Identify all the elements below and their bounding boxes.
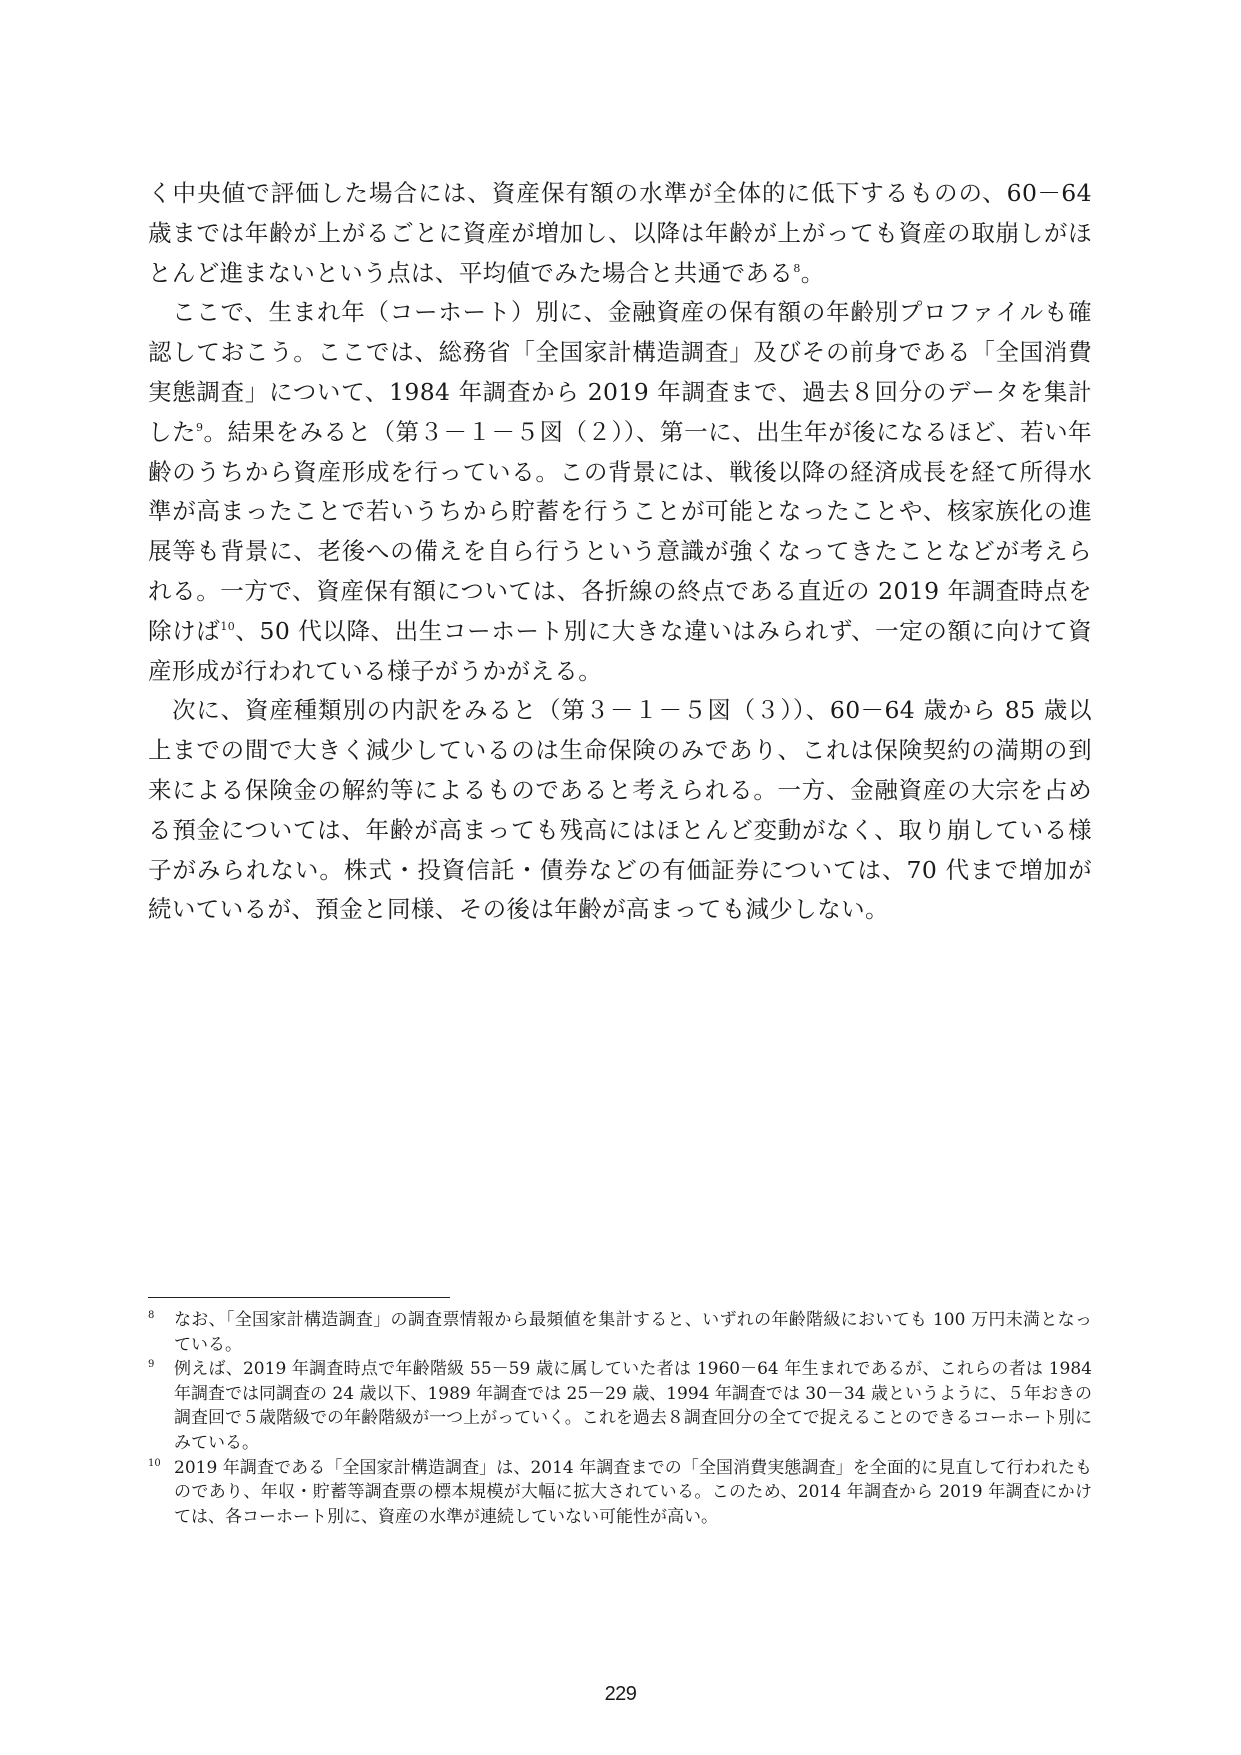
footnote-mark: 10 — [148, 1457, 161, 1469]
paragraph-text: 次に、資産種類別の内訳をみると（第３－１－５図（３））、60－64 歳から 85 歳以上までの間で大きく減少しているのは生命保険のみであり、これは保険契約の満期の到来による保険金の解約等によるものであると考えられる。一方、金融資産の大宗を占める預金については、年齢が高まっても残高にはほとんど変動がなく、取り崩している様子がみられない。株式・投資信託・債券などの有価証券については、70 代まで増加が続いているが、預金と同様、その後は年齢が高まっても減少しない。 — [148, 696, 1092, 924]
paragraph — [148, 691, 1092, 930]
paragraph-text: 。結果をみると（第３－１－５図（２））、第一に、出生年が後になるほど、若い年齢のうちから資産形成を行っている。この背景には、戦後以降の経済成長を経て所得水準が高まったことで若いうちから貯蓄を行うことが可能となったことや、核家族化の進展等も背景に、老後への備えを自ら行うという意識が強くなってきたことなどが考えられる。一方で、資産保有額については、各折線の終点である直近の 2019 年調査時点を除けば — [148, 417, 1092, 645]
footnote-text: 2019 年調査である「全国家計構造調査」は、2014 年調査までの「全国消費実態調査」を全面的に見直して行われたものであり、年収・貯蓄等調査票の標本規模が大幅に拡大されている。このため、2014 年調査から 2019 年調査にかけては、各コーホート別に、資産の水準が連続していない可能性が高い。 — [174, 1457, 1092, 1527]
page-number: 229 — [604, 1683, 637, 1705]
footnote-separator — [148, 1297, 450, 1298]
footnote — [148, 1456, 1092, 1530]
footnote-mark: 9 — [148, 1359, 155, 1371]
footnote-ref[interactable]: 8 — [793, 261, 801, 275]
footnote-mark: 8 — [148, 1310, 155, 1321]
footnotes — [148, 1308, 1092, 1529]
footnote-ref[interactable]: 10 — [220, 619, 236, 633]
footnote — [148, 1308, 1092, 1357]
footnote-text: なお、「全国家計構造調査」の調査票情報から最頻値を集計すると、いずれの年齢階級においても 100 万円未満となっている。 — [174, 1310, 1092, 1355]
paragraph-text: 、50 代以降、出生コーホート別に大きな違いはみられず、一定の額に向けて資産形成が行われている様子がうかがえる。 — [148, 616, 1093, 685]
paragraph — [148, 293, 1092, 691]
footnote-text: 例えば、2019 年調査時点で年齢階級 55－59 歳に属していた者は 1960－64 年生まれであるが、これらの者は 1984 年調査では同調査の 24 歳以下、1989 年調査では 25－29 歳、1994 年調査では 30－34 歳というように、５年おきの調査回で５歳階級での年齢階級が一つ上がっていく。これを過去８調査回分の全てで捉えることのできるコーホート別にみている。 — [174, 1359, 1092, 1453]
paragraph-text: ここで、生まれ年（コーホート）別に、金融資産の保有額の年齢別プロファイルも確認しておこう。ここでは、総務省「全国家計構造調査」及びその前身である「全国消費実態調査」について、1984 年調査から 2019 年調査まで、過去８回分のデータを集計した — [148, 298, 1092, 446]
footnote — [148, 1357, 1092, 1455]
paragraph — [148, 174, 1092, 293]
paragraph-text: く中央値で評価した場合には、資産保有額の水準が全体的に低下するものの、60－64歳までは年齢が上がるごとに資産が増加し、以降は年齢が上がっても資産の取崩しがほとんど進まないという点は、平均値でみた場合と共通である — [148, 179, 1092, 287]
footnote-ref[interactable]: 9 — [196, 420, 204, 434]
body-text — [148, 174, 1092, 930]
paragraph-text: 。 — [800, 258, 825, 287]
